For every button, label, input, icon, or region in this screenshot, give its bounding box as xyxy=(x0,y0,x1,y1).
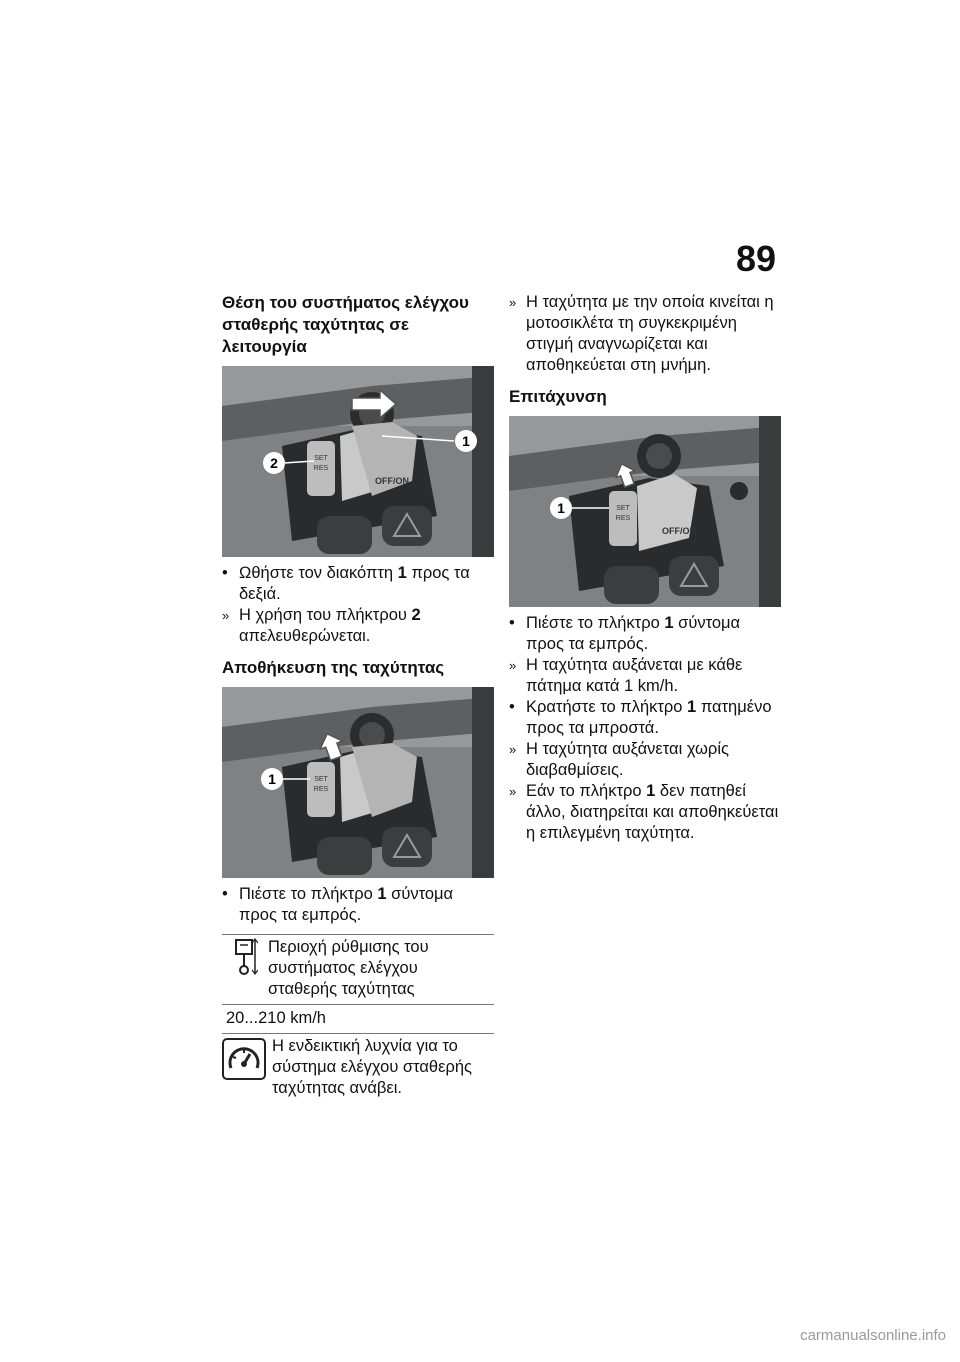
switch-label-set: SET xyxy=(616,505,630,512)
callout-1: 1 xyxy=(462,433,470,449)
right-column xyxy=(509,292,781,844)
tech-data-label: Περιοχή ρύθμισης του συστήματος ελέγχου σταθερής ταχύτητας xyxy=(268,938,429,998)
figure-accelerate xyxy=(509,416,781,607)
result-mark: » xyxy=(509,742,517,757)
technical-data-box xyxy=(222,934,494,1034)
figure-cruise-switch-on xyxy=(222,366,494,557)
switch-label-offon: OFF/ON xyxy=(375,476,409,486)
instruction-step: • Πιέστε το πλήκτρο 1 σύντομα προς τα εμπρός. xyxy=(509,614,741,653)
bullet-mark: • xyxy=(222,885,228,903)
switch-label-res: RES xyxy=(313,786,329,793)
bullet-mark: • xyxy=(509,698,515,716)
left-column xyxy=(222,292,494,1099)
section-title-activate: Θέση του συστήματος ελέγχου σταθερής ταχύτητας σε λειτουργία xyxy=(222,293,469,356)
figure-store-speed xyxy=(222,687,494,878)
cruise-control-speedometer-icon xyxy=(222,1038,266,1086)
switch-label-res: RES xyxy=(313,465,329,472)
indicator-note-text: Η ενδεικτική λυχνία για το σύστημα ελέγχου σταθερής ταχύτητας ανάβει. xyxy=(272,1037,472,1097)
callout-1: 1 xyxy=(268,771,276,787)
measurement-gauge-icon xyxy=(232,937,258,983)
switch-label-res: RES xyxy=(615,515,631,522)
switch-label-set: SET xyxy=(314,776,328,783)
callout-2: 2 xyxy=(270,455,278,471)
result-mark: » xyxy=(509,295,517,310)
part-number: 2 xyxy=(411,606,421,624)
switch-label-set: SET xyxy=(314,455,328,462)
part-number: 1 xyxy=(397,564,407,582)
instruction-step: • Κρατήστε το πλήκτρο 1 πατημένο προς τα μπροστά. xyxy=(509,698,772,737)
section-title-accelerate: Επιτάχυνση xyxy=(509,387,607,406)
section-title-store: Αποθήκευση της ταχύτητας xyxy=(222,658,445,677)
part-number: 1 xyxy=(377,885,387,903)
result-mark: » xyxy=(509,784,517,799)
callout-1: 1 xyxy=(557,500,565,516)
part-number: 1 xyxy=(664,614,674,632)
part-number: 1 xyxy=(646,782,656,800)
result-mark: » xyxy=(222,608,230,623)
instruction-step: • Ωθήστε τον διακόπτη 1 προς τα δεξιά. xyxy=(222,564,470,603)
instruction-result: » Εάν το πλήκτρο 1 δεν πατηθεί άλλο, διατηρείται και αποθηκεύεται η επιλεγμένη ταχύτητα. xyxy=(509,782,779,842)
tech-data-value: 20...210 km/h xyxy=(222,1004,494,1033)
page-number: 89 xyxy=(735,238,776,279)
instruction-step: • Πιέστε το πλήκτρο 1 σύντομα προς τα εμπρός. xyxy=(222,885,454,924)
bullet-mark: • xyxy=(222,564,228,582)
instruction-result: » Η ταχύτητα αυξάνεται με κάθε πάτημα κατά 1 km/h. xyxy=(509,656,743,695)
instruction-result: » Η χρήση του πλήκτρου 2 απελευθερώνεται. xyxy=(222,606,421,645)
part-number: 1 xyxy=(687,698,697,716)
bullet-mark: • xyxy=(509,614,515,632)
instruction-result: » Η ταχύτητα αυξάνεται χωρίς διαβαθμίσεις. xyxy=(509,740,729,779)
instruction-result: » Η ταχύτητα με την οποία κινείται η μοτοσικλέτα τη συγκεκριμένη στιγμή αναγνωρίζεται και αποθηκεύεται στη μνήμη. xyxy=(509,293,774,374)
footer-watermark: carmanualsonline.info xyxy=(800,1327,946,1344)
switch-label-offon: OFF/ON xyxy=(662,526,696,536)
indicator-note xyxy=(222,1036,494,1099)
result-mark: » xyxy=(509,658,517,673)
